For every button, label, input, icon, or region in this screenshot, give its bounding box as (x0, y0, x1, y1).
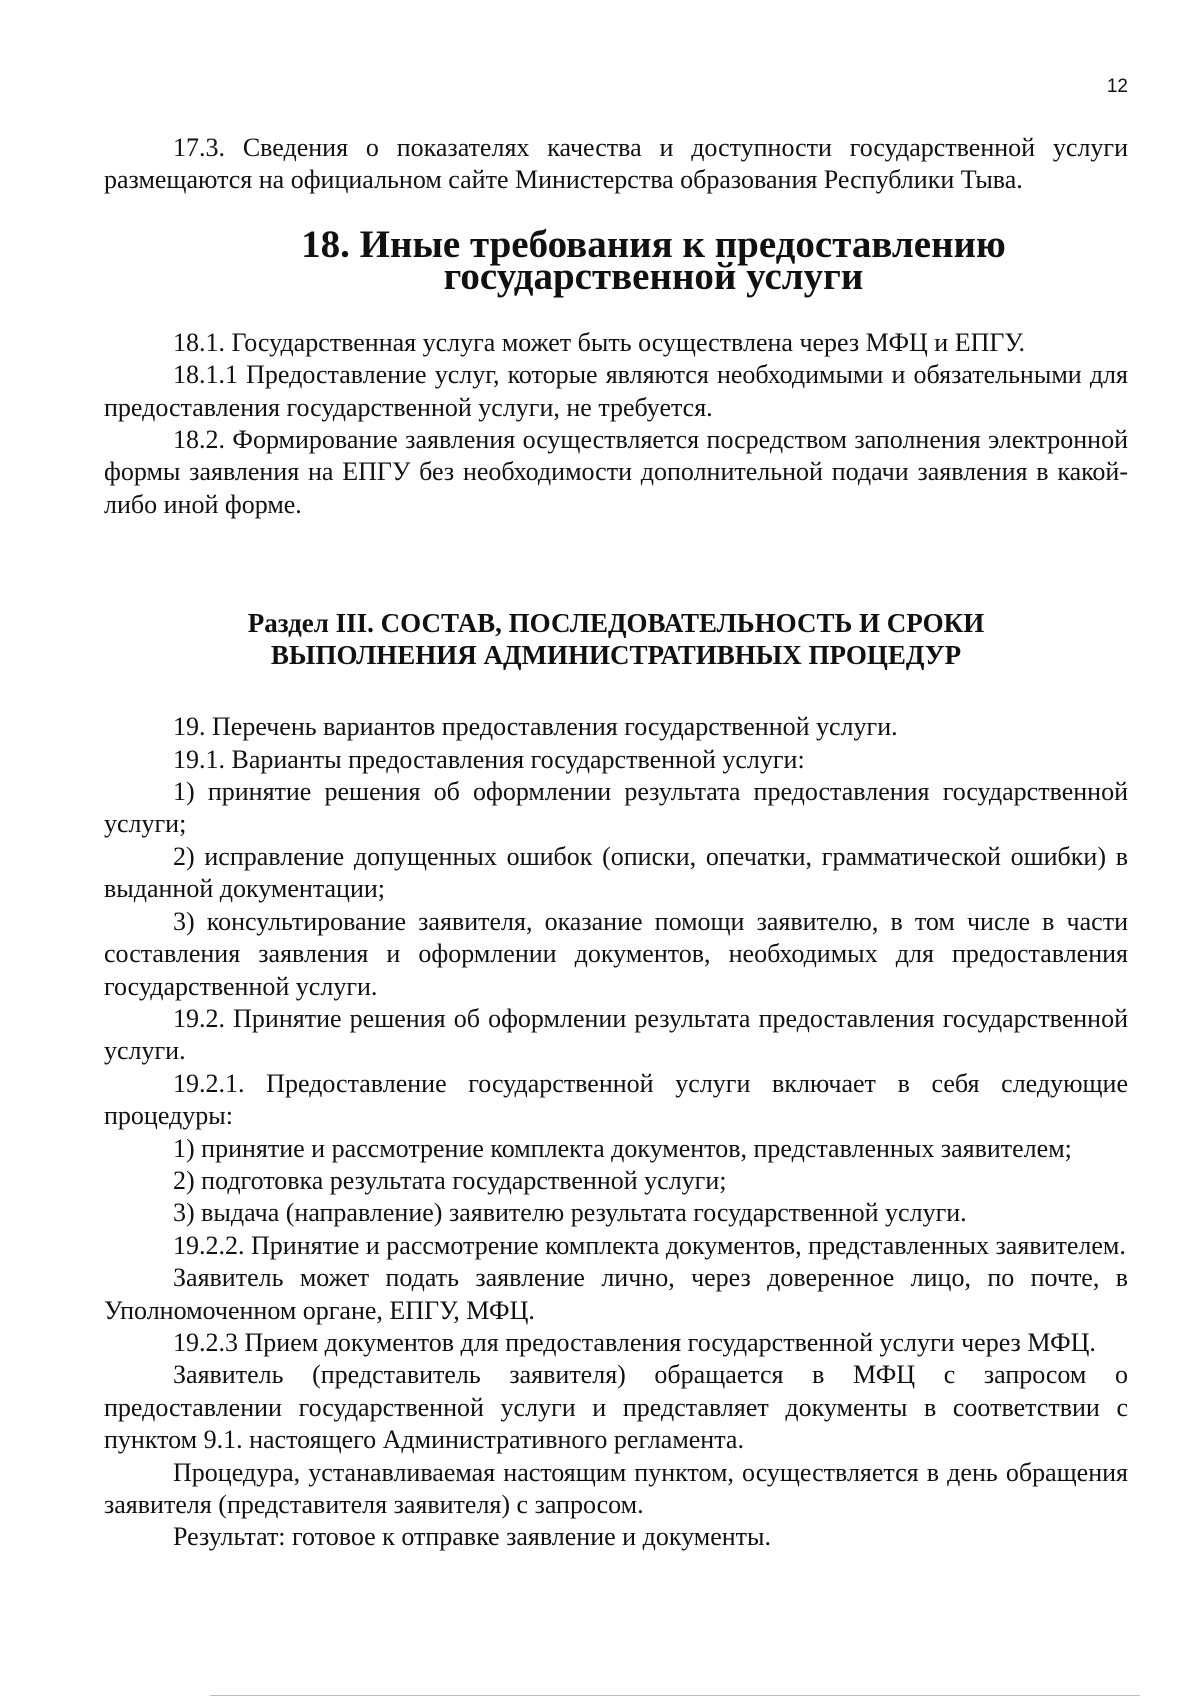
paragraph-result: Результат: готовое к отправке заявление и документы. (173, 1522, 771, 1552)
list-item-19-1-3: 3) консультирование заявителя, оказание помощи заявителю, в том числе в части составления заявления и оформлении документов, необходимых для предоставления государственной услуги. (104, 906, 1128, 1001)
paragraph-19-2-2: 19.2.2. Принятие и рассмотрение комплекта документов, представленных заявителем. (173, 1230, 1126, 1260)
paragraph-19-2-1: 19.2.1. Предоставление государственной услуги включает в себя следующие процедуры: (104, 1068, 1128, 1131)
list-item-19-1-2: 2) исправление допущенных ошибок (описки, опечатки, грамматической ошибки) в выданной документации; (104, 841, 1128, 904)
paragraph-18-1-1: 18.1.1 Предоставление услуг, которые являются необходимыми и обязательными для предоставления государственной услуги, не требуется. (104, 360, 1128, 422)
paragraph-19-1: 19.1. Варианты предоставления государственной услуги: (173, 744, 805, 774)
paragraph-applicant-submission: Заявитель может подать заявление лично, через доверенное лицо, по почте, в Уполномоченном органе, ЕПГУ, МФЦ. (104, 1263, 1128, 1325)
list-item-19-1-1: 1) принятие решения об оформлении результата предоставления государственной услуги; (104, 777, 1128, 839)
paragraph-applicant-request: Заявитель (представитель заявителя) обращается в МФЦ с запросом о предоставлении государственной услуги и представляет документы в соответствии с пунктом 9.1. настоящего Административного регламента. (104, 1360, 1128, 1455)
paragraph-19-2: 19.2. Принятие решения об оформлении результата предоставления государственной услуги. (104, 1003, 1128, 1066)
paragraph-19-2-3: 19.2.3 Прием документов для предоставления государственной услуги через МФЦ. (173, 1327, 1096, 1357)
list-item-19-2-1-3: 3) выдача (направление) заявителю результата государственной услуги. (173, 1198, 967, 1228)
section-iii-heading-line-2: ВЫПОЛНЕНИЯ АДМИНИСТРАТИВНЫХ ПРОЦЕДУР (270, 640, 962, 671)
footer-divider (210, 1695, 1140, 1696)
paragraph-procedure-timing: Процедура, устанавливаемая настоящим пунктом, осуществляется в день обращения заявителя (представителя заявителя) с запросом. (104, 1457, 1128, 1519)
document-body (104, 132, 1128, 1554)
paragraph-17-3: 17.3. Сведения о показателях качества и доступности государственной услуги размещаются на официальном сайте Министерства образования Республики Тыва. (104, 133, 1128, 195)
list-item-19-2-1-2: 2) подготовка результата государственной услуги; (173, 1165, 727, 1195)
paragraph-19: 19. Перечень вариантов предоставления государственной услуги. (173, 712, 898, 742)
paragraph-18-1: 18.1. Государственная услуга может быть осуществлена через МФЦ и ЕПГУ. (173, 327, 1026, 357)
section-iii-heading-line-1: Раздел III. СОСТАВ, ПОСЛЕДОВАТЕЛЬНОСТЬ И СРОКИ (247, 608, 985, 639)
list-item-19-2-1-1: 1) принятие и рассмотрение комплекта документов, представленных заявителем; (173, 1133, 1072, 1163)
paragraph-18-2: 18.2. Формирование заявления осуществляется посредством заполнения электронной формы заявления на ЕПГУ без необходимости дополнительной подачи заявления в какой-либо иной форме. (104, 425, 1128, 519)
section-18-heading: 18. Иные требования к предоставлению государственной услуги (301, 222, 1006, 298)
section-iii-heading (104, 607, 1128, 671)
page-number: 12 (1106, 76, 1128, 97)
